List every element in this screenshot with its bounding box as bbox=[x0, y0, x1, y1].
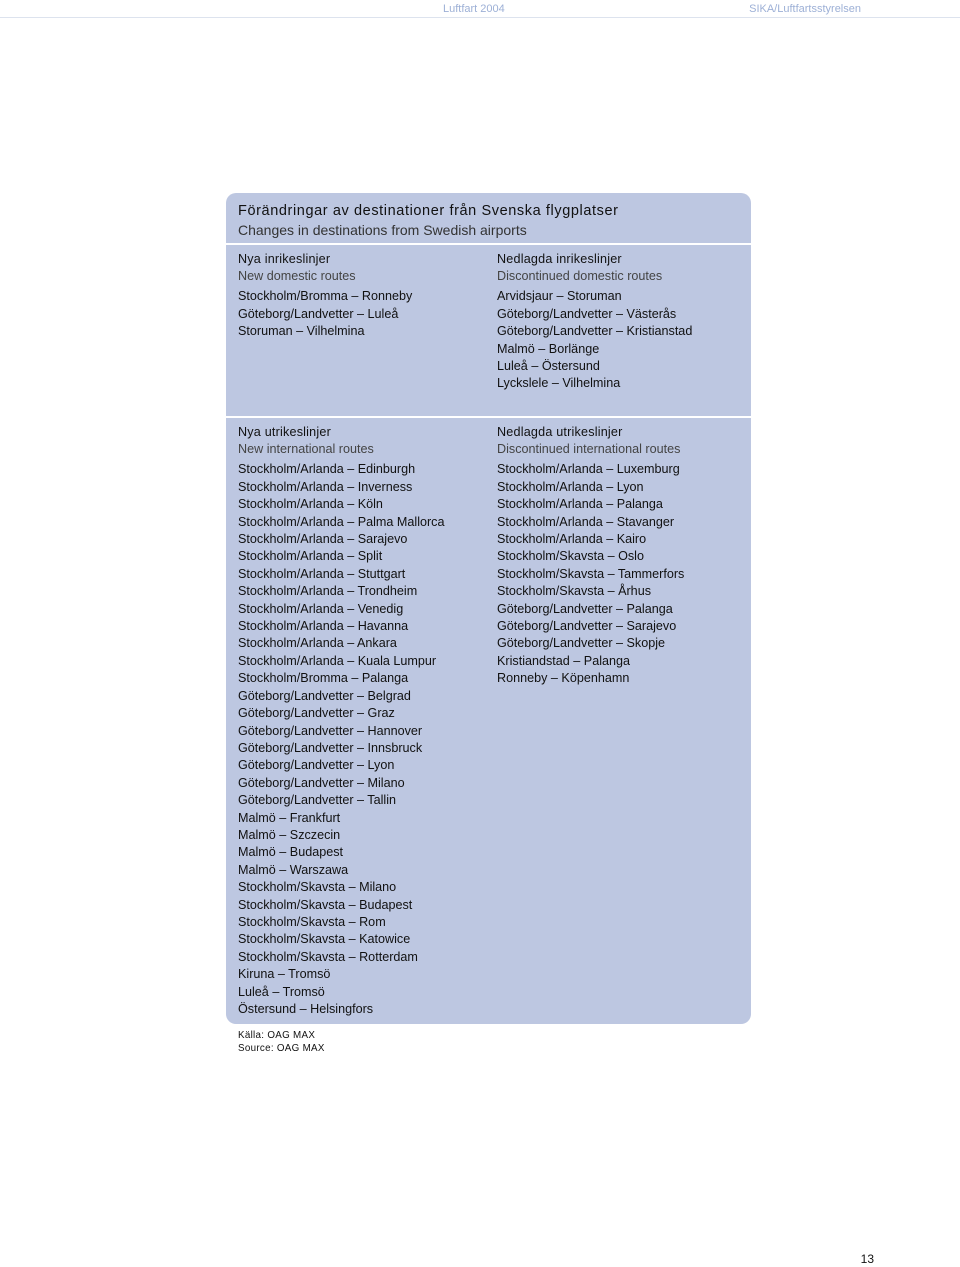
route-item: Stockholm/Arlanda – Lyon bbox=[497, 479, 644, 494]
new-international-list bbox=[238, 461, 445, 1018]
route-item: Göteborg/Landvetter – Västerås bbox=[497, 306, 677, 321]
route-item: Stockholm/Skavsta – Katowice bbox=[238, 932, 411, 947]
route-item: Stockholm/Arlanda – Köln bbox=[238, 497, 383, 512]
new-international-column bbox=[238, 424, 445, 1018]
route-item: Stockholm/Arlanda – Sarajevo bbox=[238, 532, 408, 547]
discontinued-domestic-heading: Nedlagda inrikeslinjer bbox=[497, 252, 622, 266]
new-domestic-subheading: New domestic routes bbox=[238, 269, 356, 284]
panel-title-swedish: Förändringar av destinationer från Svenska flygplatser bbox=[238, 203, 619, 219]
new-international-subheading: New international routes bbox=[238, 442, 374, 457]
route-item: Arvidsjaur – Storuman bbox=[497, 289, 622, 304]
route-item: Stockholm/Arlanda – Ankara bbox=[238, 636, 397, 651]
new-international-heading: Nya utrikeslinjer bbox=[238, 425, 331, 439]
route-item: Stockholm/Skavsta – Milano bbox=[238, 880, 397, 895]
route-item: Stockholm/Bromma – Ronneby bbox=[238, 289, 413, 304]
section-divider bbox=[226, 416, 751, 418]
route-item: Stockholm/Skavsta – Rotterdam bbox=[238, 949, 418, 964]
route-item: Stockholm/Skavsta – Tammerfors bbox=[497, 566, 685, 581]
header-divider bbox=[0, 17, 960, 18]
route-item: Göteborg/Landvetter – Milano bbox=[238, 775, 405, 790]
source-swedish: Källa: OAG MAX bbox=[238, 1030, 316, 1041]
new-domestic-column bbox=[238, 251, 412, 341]
page-number: 13 bbox=[860, 1252, 874, 1266]
route-item: Malmö – Warszawa bbox=[238, 862, 349, 877]
route-item: Stockholm/Bromma – Palanga bbox=[238, 671, 409, 686]
route-item: Malmö – Frankfurt bbox=[238, 810, 341, 825]
discontinued-international-column bbox=[497, 424, 684, 688]
route-item: Göteborg/Landvetter – Sarajevo bbox=[497, 619, 677, 634]
discontinued-international-heading: Nedlagda utrikeslinjer bbox=[497, 425, 623, 439]
route-item: Malmö – Borlänge bbox=[497, 341, 600, 356]
route-item: Göteborg/Landvetter – Innsbruck bbox=[238, 740, 423, 755]
route-item: Göteborg/Landvetter – Graz bbox=[238, 706, 395, 721]
route-item: Stockholm/Arlanda – Venedig bbox=[238, 601, 404, 616]
route-item: Ronneby – Köpenhamn bbox=[497, 671, 630, 686]
route-item: Kiruna – Tromsö bbox=[238, 967, 331, 982]
route-item: Stockholm/Skavsta – Århus bbox=[497, 584, 651, 599]
discontinued-domestic-column bbox=[497, 251, 692, 393]
route-item: Stockholm/Arlanda – Edinburgh bbox=[238, 462, 416, 477]
route-item: Luleå – Tromsö bbox=[238, 984, 325, 999]
route-item: Malmö – Szczecin bbox=[238, 827, 341, 842]
route-item: Lyckslele – Vilhelmina bbox=[497, 376, 621, 391]
route-item: Malmö – Budapest bbox=[238, 845, 344, 860]
route-item: Göteborg/Landvetter – Skopje bbox=[497, 636, 666, 651]
route-item: Göteborg/Landvetter – Lyon bbox=[238, 758, 395, 773]
new-domestic-heading: Nya inrikeslinjer bbox=[238, 252, 331, 266]
source-english: Source: OAG MAX bbox=[238, 1043, 325, 1054]
route-item: Stockholm/Arlanda – Trondheim bbox=[238, 584, 418, 599]
running-header-publication: Luftfart 2004 bbox=[443, 3, 505, 15]
route-item: Stockholm/Arlanda – Inverness bbox=[238, 479, 413, 494]
route-item: Stockholm/Arlanda – Split bbox=[238, 549, 383, 564]
route-item: Östersund – Helsingfors bbox=[238, 1002, 374, 1016]
route-item: Stockholm/Arlanda – Havanna bbox=[238, 619, 409, 634]
discontinued-domestic-list bbox=[497, 288, 692, 392]
route-item: Stockholm/Skavsta – Oslo bbox=[497, 549, 644, 564]
route-item: Göteborg/Landvetter – Hannover bbox=[238, 723, 423, 738]
route-item: Stockholm/Arlanda – Palanga bbox=[497, 497, 663, 512]
route-item: Stockholm/Arlanda – Luxemburg bbox=[497, 462, 680, 477]
routes-panel bbox=[226, 193, 751, 1024]
route-item: Storuman – Vilhelmina bbox=[238, 324, 365, 339]
route-item: Stockholm/Skavsta – Rom bbox=[238, 914, 386, 929]
discontinued-domestic-subheading: Discontinued domestic routes bbox=[497, 269, 663, 284]
route-item: Kristiandstad – Palanga bbox=[497, 653, 631, 668]
route-item: Göteborg/Landvetter – Tallin bbox=[238, 793, 396, 808]
route-item: Göteborg/Landvetter – Belgrad bbox=[238, 688, 411, 703]
route-item: Stockholm/Arlanda – Kairo bbox=[497, 532, 647, 547]
route-item: Stockholm/Arlanda – Stavanger bbox=[497, 514, 675, 529]
route-item: Stockholm/Arlanda – Kuala Lumpur bbox=[238, 653, 437, 668]
discontinued-international-list bbox=[497, 461, 684, 687]
panel-title-english: Changes in destinations from Swedish airports bbox=[238, 222, 527, 238]
route-item: Göteborg/Landvetter – Kristianstad bbox=[497, 324, 693, 339]
route-item: Göteborg/Landvetter – Palanga bbox=[497, 601, 673, 616]
new-domestic-list bbox=[238, 288, 412, 340]
discontinued-international-subheading: Discontinued international routes bbox=[497, 442, 681, 457]
route-item: Luleå – Östersund bbox=[497, 359, 600, 374]
title-divider bbox=[226, 243, 751, 245]
source-note bbox=[238, 1029, 325, 1055]
running-header-publisher: SIKA/Luftfartsstyrelsen bbox=[749, 3, 861, 15]
route-item: Stockholm/Arlanda – Palma Mallorca bbox=[238, 514, 445, 529]
route-item: Stockholm/Arlanda – Stuttgart bbox=[238, 566, 406, 581]
route-item: Göteborg/Landvetter – Luleå bbox=[238, 306, 399, 321]
route-item: Stockholm/Skavsta – Budapest bbox=[238, 897, 413, 912]
